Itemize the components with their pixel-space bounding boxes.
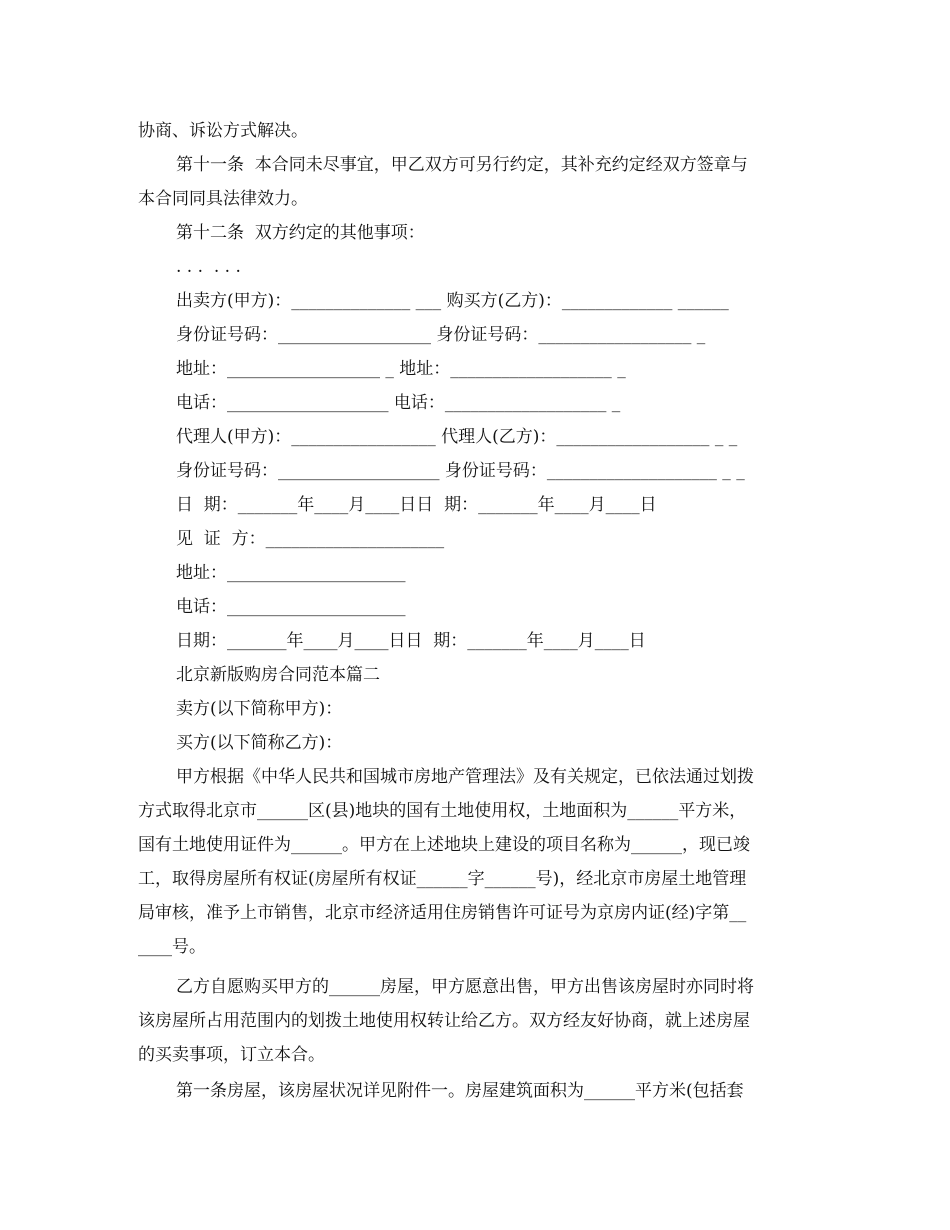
text-line: 电话：_____________________ (176, 597, 406, 617)
text-line: 见 证 方：_____________________ (176, 529, 445, 549)
text-line: 国有土地使用证件为______。甲方在上述地块上建设的项目名称为______，现已竣 (138, 835, 750, 855)
text-line: 出卖方(甲方)：______________ ___ 购买方(乙方)：_____________ ______ (176, 291, 729, 311)
text-line: 买方(以下简称乙方)： (176, 733, 343, 753)
text-line: 该房屋所占用范围内的划拨土地使用权转让给乙方。双方经友好协商，就上述房屋 (138, 1011, 750, 1031)
text-line: 日 期：_______年____月____日日 期：_______年____月____日 (176, 495, 657, 515)
text-line: 的买卖事项，订立本合。 (138, 1045, 325, 1065)
text-line: 代理人(甲方)：_________________ 代理人(乙方)：__________________ _ _ (176, 427, 738, 447)
text-line: 地址：__________________ _ 地址：___________________ _ (176, 359, 626, 379)
text-line: 身份证号码：__________________ 身份证号码：__________________ _ (176, 325, 706, 345)
text-line: 方式取得北京市______区(县)地块的国有土地使用权，土地面积为______平方米， (138, 801, 747, 821)
text-line: 甲方根据《中华人民共和国城市房地产管理法》及有关规定，已依法通过划拨 (176, 767, 754, 787)
text-line: 第十一条 本合同未尽事宜，甲乙双方可另行约定，其补充约定经双方签章与 (176, 155, 748, 175)
section-title: 北京新版购房合同范本篇二 (176, 665, 380, 685)
text-line: ____号。 (138, 937, 206, 957)
text-line: 日期：_______年____月____日日 期：_______年____月____日 (176, 631, 646, 651)
text-line: 乙方自愿购买甲方的______房屋，甲方愿意出售，甲方出售该房屋时亦同时将 (176, 977, 754, 997)
text-line: 地址：_____________________ (176, 563, 406, 583)
text-line: 局审核，准予上市销售，北京市经济适用住房销售许可证号为京房内证(经)字第__ (138, 903, 747, 923)
text-line: 协商、诉讼方式解决。 (138, 121, 308, 141)
text-line: 身份证号码：___________________ 身份证号码：____________________ _ _ (176, 461, 745, 481)
text-line: 卖方(以下简称甲方)： (176, 699, 343, 719)
text-line: 工，取得房屋所有权证(房屋所有权证______字______号)，经北京市房屋土地管理 (138, 869, 747, 889)
text-line: 本合同同具法律效力。 (138, 189, 308, 209)
text-line: 第十二条 双方约定的其他事项： (176, 223, 425, 243)
text-line: 第一条房屋，该房屋状况详见附件一。房屋建筑面积为______平方米(包括套 (176, 1081, 744, 1101)
text-line: 电话：___________________ 电话：___________________ _ (176, 393, 621, 413)
text-line: . . . . . . (176, 257, 241, 277)
